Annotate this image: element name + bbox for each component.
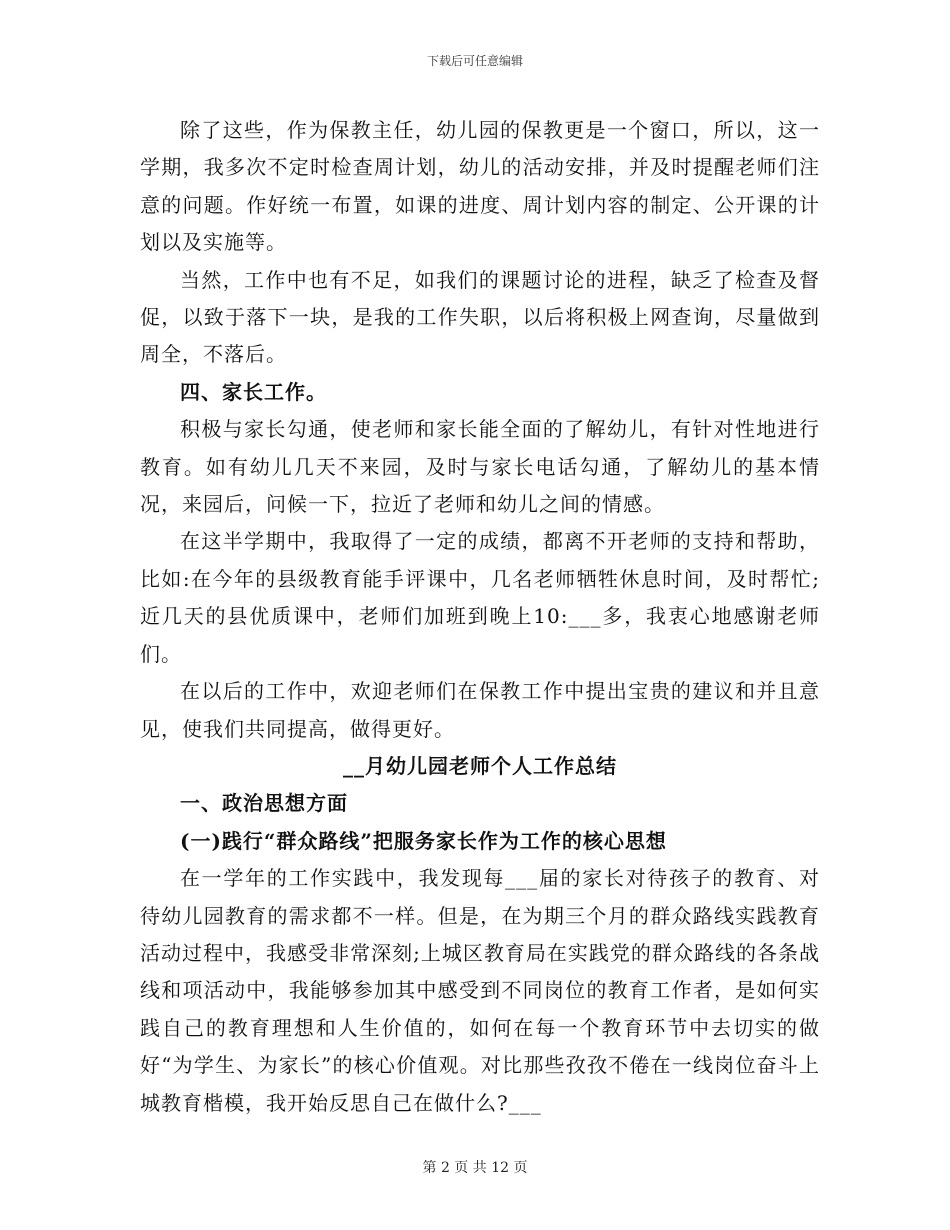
paragraph-supervision: 除了这些，作为保教主任，幼儿园的保教更是一个窗口，所以，这一学期，我多次不定时检查周计划，幼儿的活动安排，并及时提醒老师们注意的问题。作好统一布置，如课的进度、周计划内容的制定、公开课的计划以及实施等。 [140, 118, 820, 255]
page-number: 第 2 页 共 12 页 [422, 1160, 528, 1176]
paragraph-future-work: 在以后的工作中，欢迎老师们在保教工作中提出宝贵的建议和并且意见，使我们共同提高，做得更好。 [140, 679, 820, 741]
section-heading-parents: 四、家长工作。 [180, 379, 327, 404]
paragraph-work-practice: 在一学年的工作实践中，我发现每___届的家长对待孩子的教育、对待幼儿园教育的需求都不一样。但是，在为期三个月的群众路线实践教育活动过程中，我感受非常深刻;上城区教育局在实践党的群众路线的各条战线和项活动中，我能够参加其中感受到不同岗位的教育工作者，是如何实践自己的教育理想和人生价值的，如何在每一个教育环节中去切实的做好“为学生、为家长”的核心价值观。对比那些孜孜不倦在一线岗位奋斗上城教育楷模，我开始反思自己在做什么?___ [140, 866, 820, 1115]
heading-political-thought: 一、政治思想方面 [180, 791, 348, 816]
paragraph-parent-communication: 积极与家长勾通，使老师和家长能全面的了解幼儿，有针对性地进行教育。如有幼儿几天不来园，及时与家长电话勾通，了解幼儿的基本情况，来园后，问候一下，拉近了老师和幼儿之间的情感。 [140, 417, 820, 517]
paragraph-shortcomings: 当然，工作中也有不足，如我们的课题讨论的进程，缺乏了检查及督促，以致于落下一块，是我的工作失职，以后将积极上网查询，尽量做到周全，不落后。 [140, 267, 820, 367]
heading-mass-line: (一)践行“群众路线”把服务家长作为工作的核心思想 [180, 828, 667, 853]
page-header-note: 下载后可任意编辑 [426, 54, 523, 68]
document-body [140, 112, 820, 1122]
document-title: __月幼儿园老师个人工作总结 [343, 753, 617, 778]
paragraph-achievements: 在这半学期中，我取得了一定的成绩，都离不开老师的支持和帮助，比如:在今年的县级教育能手评课中，几名老师牺牲休息时间，及时帮忙;近几天的县优质课中，老师们加班到晚上10:___多，我衷心地感谢老师们。 [140, 529, 820, 666]
